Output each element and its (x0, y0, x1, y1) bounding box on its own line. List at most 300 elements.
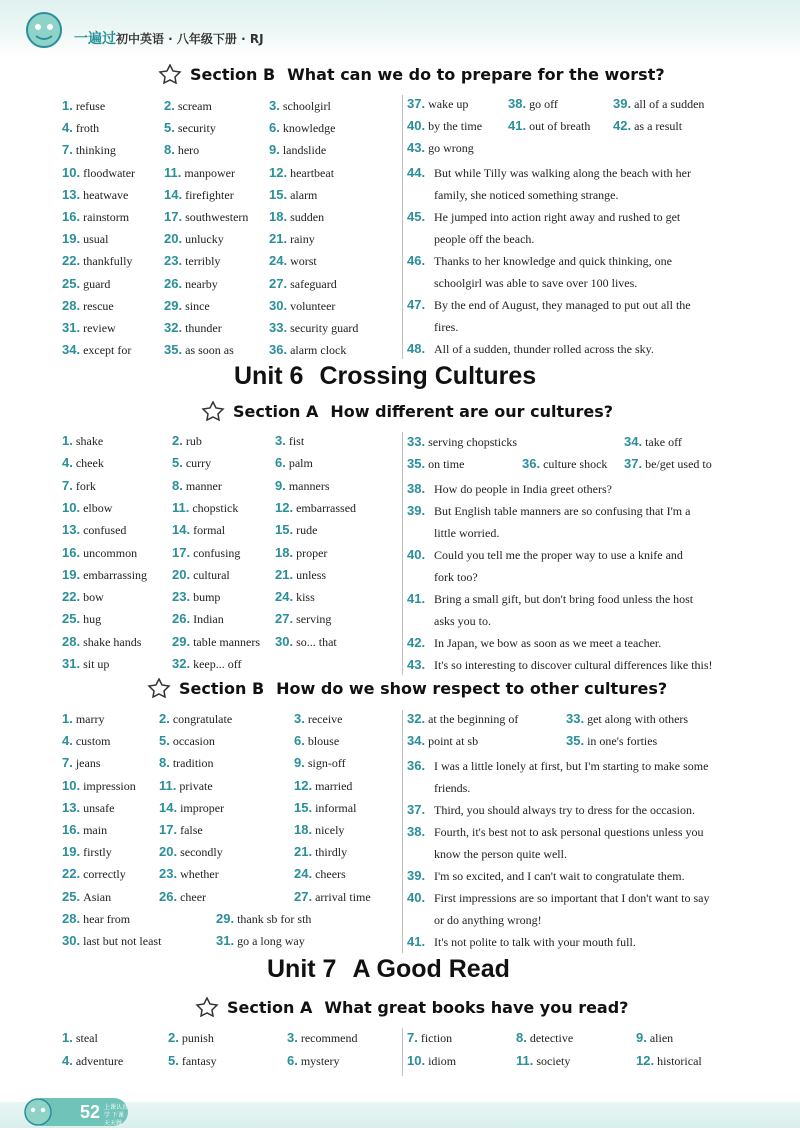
item-text: security (177, 121, 216, 136)
item-text: shake (75, 434, 104, 448)
item-number: 30. (62, 933, 81, 948)
item-number: 16. (62, 822, 81, 837)
answer-item (269, 253, 317, 269)
item-text: alien (649, 1031, 674, 1045)
answer-item (62, 634, 141, 650)
answer-item (624, 434, 682, 450)
unit-6-title (234, 362, 552, 391)
item-text: serving (296, 612, 332, 627)
sentence-text: Fourth, it's best not to ask personal questions unless you know the person quite well. (434, 825, 704, 861)
item-number: 42. (407, 635, 426, 650)
answer-item (62, 844, 112, 860)
answer-item (522, 456, 607, 472)
sentence-item (407, 821, 747, 865)
item-text: thankfully (83, 254, 133, 269)
item-text: cheer (180, 889, 207, 904)
item-number: 29. (216, 911, 235, 926)
section-title: How do we show respect to other cultures? (276, 678, 668, 698)
answer-item (407, 711, 518, 727)
answer-item (62, 522, 126, 538)
item-text: occasion (172, 734, 215, 749)
item-number: 9. (275, 477, 286, 493)
answer-item (275, 522, 317, 538)
answer-item (62, 142, 116, 158)
item-text: terribly (185, 254, 221, 269)
item-text: schoolgirl (282, 99, 331, 113)
item-number: 2. (164, 98, 175, 113)
answer-item (159, 711, 232, 727)
item-text: chopstick (192, 500, 239, 515)
item-text: manner (185, 478, 222, 493)
answer-item (508, 96, 558, 112)
item-number: 20. (172, 566, 191, 582)
item-number: 39. (407, 868, 426, 883)
item-text: as soon as (185, 343, 234, 358)
item-text: adventure (75, 1054, 124, 1068)
item-number: 9. (294, 755, 305, 771)
item-text: keep... off (193, 657, 242, 671)
answer-item (172, 455, 211, 471)
item-number: 13. (62, 186, 81, 202)
item-number: 8. (172, 477, 183, 493)
item-number: 10. (62, 164, 81, 180)
item-number: 29. (172, 633, 191, 649)
answer-item (269, 187, 317, 203)
item-number: 33. (566, 711, 585, 726)
item-text: at the beginning of (428, 712, 519, 726)
item-number: 35. (566, 733, 585, 748)
header-title: 初中英语 · 八年级下册 · RJ (116, 32, 264, 46)
item-text: rude (296, 523, 318, 538)
item-text: last but not least (83, 934, 162, 948)
item-number: 46. (407, 253, 426, 268)
answer-item (516, 1030, 573, 1046)
item-number: 3. (275, 433, 286, 448)
item-number: 36. (269, 342, 288, 358)
item-text: receive (307, 712, 343, 726)
section-badge-icon (158, 64, 182, 84)
item-text: punish (181, 1031, 214, 1045)
item-text: culture shock (543, 457, 608, 471)
item-text: impression (83, 778, 136, 793)
section-badge-icon (147, 678, 171, 698)
item-number: 13. (62, 522, 81, 538)
unit-number: Unit 6 (234, 362, 304, 390)
answer-item (275, 545, 327, 561)
item-number: 9. (269, 142, 280, 158)
item-text: embarrassing (83, 567, 148, 582)
section-label: Section B (179, 678, 265, 698)
answer-item (275, 478, 330, 494)
item-text: blouse (307, 734, 340, 749)
section-7a-heading (195, 997, 628, 1017)
item-number: 7. (62, 477, 73, 493)
item-text: unsafe (83, 800, 115, 815)
item-number: 33. (269, 320, 288, 335)
unit-name: A Good Read (352, 955, 510, 983)
item-text: except for (83, 343, 132, 358)
sentence-item (407, 755, 747, 799)
item-number: 5. (172, 455, 183, 471)
answer-item (159, 733, 215, 749)
answer-item (62, 455, 104, 471)
item-number: 35. (407, 456, 426, 471)
item-number: 35. (164, 342, 183, 358)
item-number: 2. (172, 433, 183, 448)
answer-item (62, 733, 111, 749)
item-number: 6. (275, 455, 286, 471)
answer-item (164, 298, 210, 314)
item-number: 25. (62, 611, 81, 627)
section-6a-heading (201, 401, 613, 421)
item-text: southwestern (185, 210, 249, 224)
section-title: What great books have you read? (324, 997, 629, 1017)
item-text: get along with others (587, 712, 689, 726)
item-number: 32. (407, 711, 426, 726)
item-number: 43. (407, 140, 426, 155)
item-text: go a long way (237, 934, 305, 948)
sentence-item (407, 654, 747, 676)
column-divider (402, 432, 403, 675)
section-label: Section A (227, 997, 313, 1017)
answer-item (62, 567, 147, 583)
unit-7-title (267, 955, 526, 984)
answer-item (294, 866, 346, 882)
answer-item (62, 822, 107, 838)
item-text: cheers (315, 867, 346, 882)
item-number: 8. (164, 142, 175, 158)
answer-item (62, 342, 131, 358)
section-title: What can we do to prepare for the worst? (287, 64, 665, 84)
sentence-item (407, 632, 747, 654)
item-number: 31. (62, 656, 81, 671)
answer-item (62, 209, 129, 225)
item-number: 3. (287, 1030, 298, 1045)
item-number: 37. (624, 456, 643, 471)
item-text: recommend (300, 1031, 358, 1045)
answer-item (62, 253, 132, 269)
item-number: 22. (62, 866, 81, 882)
item-text: custom (75, 734, 111, 749)
answer-item (287, 1053, 340, 1069)
item-number: 33. (407, 434, 426, 449)
item-number: 21. (275, 566, 294, 582)
item-text: fork (75, 478, 96, 493)
sentence-item (407, 931, 747, 953)
sentence-item (407, 799, 747, 821)
item-text: hear from (83, 912, 131, 926)
answer-item (172, 567, 230, 583)
item-number: 14. (172, 522, 191, 538)
column-divider (402, 1028, 403, 1076)
answer-item (168, 1053, 217, 1069)
item-number: 5. (159, 733, 170, 749)
item-number: 28. (62, 633, 81, 649)
answer-item (269, 231, 315, 247)
item-number: 40. (407, 890, 426, 905)
answer-item (294, 844, 347, 860)
item-number: 40. (407, 118, 426, 133)
answer-item (294, 800, 356, 816)
sentence-text: It's not polite to talk with your mouth full. (434, 935, 636, 949)
item-number: 44. (407, 165, 426, 180)
item-number: 27. (269, 275, 288, 291)
item-text: firefighter (185, 187, 234, 202)
answer-item (164, 276, 218, 292)
item-text: by the time (428, 119, 483, 133)
answer-item (269, 209, 324, 225)
answer-item (164, 165, 235, 181)
item-text: rainstorm (83, 210, 130, 224)
sentence-text: But while Tilly was walking along the beach with her family, she noticed something strange. (434, 166, 691, 202)
item-number: 4. (62, 120, 73, 136)
answer-item (62, 276, 110, 292)
item-number: 8. (516, 1030, 527, 1045)
item-number: 43. (407, 657, 426, 672)
item-text: be/get used to (645, 457, 712, 471)
item-number: 30. (269, 297, 288, 313)
item-number: 7. (62, 755, 73, 771)
item-text: scream (177, 99, 212, 113)
answer-item (62, 711, 105, 727)
item-number: 3. (294, 711, 305, 726)
item-number: 41. (508, 118, 527, 133)
answer-item (164, 209, 248, 225)
sentence-text: Could you tell me the proper way to use a knife and fork too? (434, 548, 683, 584)
answer-item (164, 98, 212, 114)
answer-item (172, 589, 220, 605)
unit-name: Crossing Cultures (319, 362, 537, 390)
answer-item (636, 1053, 702, 1069)
item-number: 8. (159, 755, 170, 771)
item-number: 26. (172, 611, 191, 627)
item-number: 21. (294, 844, 313, 860)
sentence-item (407, 865, 747, 887)
answer-item (172, 545, 240, 561)
answer-item (566, 733, 657, 749)
sentence-text: It's so interesting to discover cultural differences like this! (434, 658, 713, 672)
item-text: table manners (193, 634, 261, 649)
item-number: 10. (62, 499, 81, 515)
answer-item (516, 1053, 570, 1069)
item-number: 26. (164, 275, 183, 291)
answer-item (172, 634, 260, 650)
item-number: 26. (159, 888, 178, 904)
item-number: 20. (159, 844, 178, 860)
sentence-text: Thanks to her knowledge and quick thinking, one schoolgirl was able to save over 100 lives. (434, 254, 672, 290)
page-footer (0, 1094, 800, 1130)
item-text: firstly (83, 845, 112, 860)
item-text: as a result (634, 119, 683, 133)
page-header (0, 0, 800, 56)
item-number: 30. (275, 633, 294, 649)
answer-item (62, 656, 109, 672)
sentence-item (407, 206, 747, 250)
item-number: 27. (294, 888, 313, 904)
item-number: 5. (168, 1053, 179, 1068)
item-number: 23. (159, 866, 178, 882)
sentence-item (407, 588, 747, 632)
answer-item (62, 478, 96, 494)
item-number: 10. (407, 1053, 426, 1068)
item-text: historical (657, 1054, 702, 1068)
item-text: Indian (193, 612, 224, 627)
item-text: manpower (184, 165, 236, 180)
answer-item (62, 320, 116, 336)
item-number: 12. (275, 499, 294, 515)
item-number: 24. (294, 866, 313, 882)
answer-item (62, 98, 105, 114)
answer-item (275, 500, 356, 516)
item-text: fiction (420, 1031, 453, 1045)
item-number: 31. (216, 933, 235, 948)
answer-item (407, 1030, 452, 1046)
item-text: knowledge (282, 121, 336, 136)
answer-item (294, 822, 344, 838)
item-number: 18. (275, 544, 294, 560)
item-text: wake up (428, 97, 469, 111)
item-number: 7. (62, 142, 73, 158)
item-number: 11. (516, 1053, 534, 1068)
item-text: mystery (300, 1054, 340, 1068)
item-number: 34. (624, 434, 643, 449)
answer-item (172, 433, 202, 449)
item-text: sign-off (307, 756, 346, 771)
item-text: improper (180, 800, 225, 815)
unit-number: Unit 7 (267, 955, 337, 983)
answer-item (164, 187, 234, 203)
item-number: 38. (407, 824, 426, 839)
item-text: cheek (75, 456, 104, 471)
answer-item (269, 342, 346, 358)
answer-item (62, 933, 161, 949)
answer-item (62, 120, 99, 136)
item-text: hug (83, 612, 102, 627)
item-text: manners (288, 478, 330, 493)
item-number: 12. (269, 164, 288, 180)
sentence-item (407, 162, 747, 206)
item-text: serving chopsticks (428, 435, 518, 449)
item-number: 14. (164, 186, 183, 202)
item-number: 41. (407, 591, 426, 606)
item-text: fantasy (181, 1054, 217, 1068)
item-text: arrival time (315, 889, 371, 904)
item-number: 4. (62, 733, 73, 749)
item-number: 5. (164, 120, 175, 136)
section-badge-icon (201, 401, 225, 421)
answer-item (407, 118, 482, 134)
answer-item (294, 889, 371, 905)
item-number: 9. (636, 1030, 647, 1045)
item-text: uncommon (83, 545, 138, 560)
answer-item (164, 253, 220, 269)
sentence-text: First impressions are so important that I don't want to say or do anything wrong! (434, 891, 710, 927)
item-text: correctly (83, 867, 126, 882)
answer-item (159, 822, 203, 838)
section-badge-icon (195, 997, 219, 1017)
sentence-text: I was a little lonely at first, but I'm starting to make some friends. (434, 759, 709, 795)
item-text: hero (177, 143, 200, 158)
answer-item (613, 118, 682, 134)
item-number: 24. (269, 253, 288, 269)
item-number: 47. (407, 297, 426, 312)
item-text: go wrong (428, 141, 474, 155)
section-6b-heading (147, 678, 667, 698)
answer-item (613, 96, 704, 112)
item-number: 15. (275, 522, 294, 538)
sentence-text: By the end of August, they managed to put out all the fires. (434, 298, 691, 334)
item-text: sit up (83, 657, 110, 671)
item-text: fist (288, 434, 305, 448)
item-text: embarrassed (296, 500, 357, 515)
item-number: 27. (275, 611, 294, 627)
item-text: out of breath (529, 119, 591, 133)
item-number: 1. (62, 1030, 73, 1045)
footer-note: 上课认真学 下课天天做 (104, 1104, 129, 1127)
item-number: 39. (613, 96, 632, 111)
item-text: main (83, 823, 108, 837)
item-text: private (179, 778, 213, 793)
answer-item (62, 433, 103, 449)
answer-item (159, 866, 219, 882)
item-number: 1. (62, 98, 73, 113)
item-number: 2. (159, 711, 170, 726)
answer-item (636, 1030, 673, 1046)
answer-item (275, 589, 315, 605)
item-text: Asian (83, 889, 112, 904)
item-text: secondly (180, 845, 223, 860)
sentence-text: All of a sudden, thunder rolled across the sky. (434, 342, 654, 356)
item-number: 28. (62, 297, 81, 313)
answer-item (287, 1030, 358, 1046)
item-text: rainy (290, 232, 315, 247)
sentence-text: Bring a small gift, but don't bring food unless the host asks you to. (434, 592, 694, 628)
answer-item (269, 98, 331, 114)
item-text: volunteer (290, 298, 336, 313)
answer-item (168, 1030, 214, 1046)
item-text: whether (180, 867, 219, 882)
answer-item (172, 500, 238, 516)
item-text: bump (193, 590, 221, 605)
item-number: 6. (269, 120, 280, 136)
answer-item (275, 611, 331, 627)
item-text: review (83, 321, 116, 335)
item-number: 12. (294, 777, 313, 793)
answer-item (62, 866, 126, 882)
item-number: 42. (613, 118, 632, 133)
item-text: rescue (83, 298, 114, 313)
answer-item (269, 276, 337, 292)
answer-item (269, 142, 326, 158)
mascot-icon (20, 1096, 56, 1128)
item-text: heartbeat (290, 165, 335, 180)
item-text: unless (296, 567, 327, 582)
answer-item (164, 320, 222, 336)
answer-item (566, 711, 688, 727)
answer-item (62, 500, 112, 516)
answer-item (62, 755, 101, 771)
item-number: 19. (62, 566, 81, 582)
item-number: 16. (62, 544, 81, 560)
brand-logo-icon (22, 10, 66, 50)
item-text: sudden (290, 210, 325, 224)
answer-item (164, 342, 234, 358)
item-number: 11. (164, 164, 182, 180)
item-text: bow (83, 590, 104, 605)
item-text: rub (185, 434, 202, 448)
answer-item (275, 455, 313, 471)
answer-item (407, 456, 464, 472)
